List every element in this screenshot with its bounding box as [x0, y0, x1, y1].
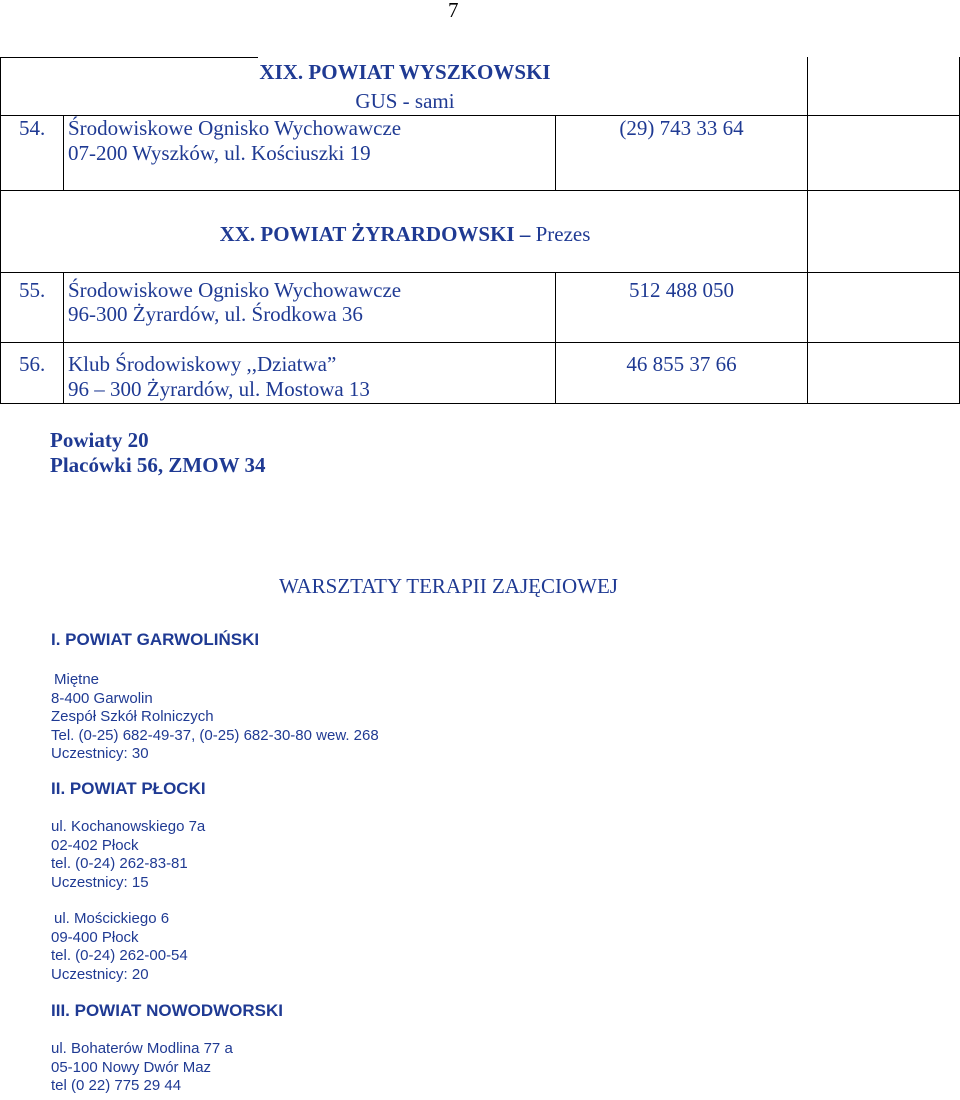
summary-powiaty: Powiaty 20 — [50, 428, 149, 452]
row-number: 55. — [19, 278, 46, 302]
entry-line: ul. Mościckiego 6 — [54, 910, 170, 927]
entry-line: Uczestnicy: 15 — [51, 873, 149, 891]
workshop-entry — [51, 818, 205, 892]
entry-line: 09-400 Płock — [51, 928, 139, 946]
row-number: 54. — [19, 116, 46, 140]
workshop-entry — [51, 910, 188, 984]
entry-line: tel. (0-24) 262-00-54 — [51, 947, 188, 964]
entry-line: 8-400 Garwolin — [51, 689, 153, 707]
section-heading-xx-title: XX. POWIAT ŻYRARDOWSKI — [219, 222, 515, 246]
entry-line: tel (0 22) 775 29 44 — [51, 1077, 182, 1094]
entry-line: 05-100 Nowy Dwór Maz — [51, 1058, 212, 1076]
institution-name: Klub Środowiskowy ,,Dziatwa” — [68, 352, 337, 376]
section-heading-xx-note: Prezes — [535, 222, 591, 246]
entry-line: Tel. (0-25) 682-49-37, (0-25) 682-30-80 wew. 268 — [51, 726, 379, 744]
section-subheading-xix: GUS - sami — [355, 89, 455, 113]
entry-line: Miętne — [54, 671, 100, 688]
entry-line: ul. Kochanowskiego 7a — [51, 818, 206, 835]
institution-address: 96-300 Żyrardów, ul. Środkowa 36 — [68, 302, 363, 326]
entry-line: ul. Bohaterów Modlina 77 a — [51, 1040, 233, 1057]
institution-address: 07-200 Wyszków, ul. Kościuszki 19 — [68, 141, 371, 165]
workshop-entry — [51, 671, 379, 764]
powiat-heading: II. POWIAT PŁOCKI — [51, 779, 206, 798]
powiat-heading: III. POWIAT NOWODWORSKI — [51, 1001, 283, 1020]
section-heading-xix: XIX. POWIAT WYSZKOWSKI — [259, 60, 551, 84]
entry-line: Uczestnicy: 30 — [51, 745, 149, 762]
entry-line: 02-402 Płock — [51, 836, 139, 854]
entry-line: tel. (0-24) 262-83-81 — [51, 855, 188, 872]
institution-address: 96 – 300 Żyrardów, ul. Mostowa 13 — [68, 377, 370, 401]
section-heading-xx-dash: – — [519, 222, 531, 246]
phone-number: 46 855 37 66 — [626, 352, 737, 376]
workshops-title: WARSZTATY TERAPII ZAJĘCIOWEJ — [279, 574, 618, 598]
powiat-heading: I. POWIAT GARWOLIŃSKI — [51, 630, 260, 649]
row-number: 56. — [19, 352, 46, 376]
institution-name: Środowiskowe Ognisko Wychowawcze — [68, 278, 402, 302]
summary-placowki: Placówki 56, ZMOW 34 — [50, 453, 266, 477]
institution-name: Środowiskowe Ognisko Wychowawcze — [68, 116, 402, 140]
phone-number: 512 488 050 — [629, 278, 734, 302]
phone-number: (29) 743 33 64 — [619, 116, 744, 140]
section-heading-xx — [90, 222, 720, 246]
workshop-entry — [51, 1040, 233, 1096]
page-number: 7 — [448, 0, 459, 22]
entry-line: Uczestnicy: 20 — [51, 965, 149, 983]
entry-line: Zespół Szkół Rolniczych — [51, 708, 214, 725]
